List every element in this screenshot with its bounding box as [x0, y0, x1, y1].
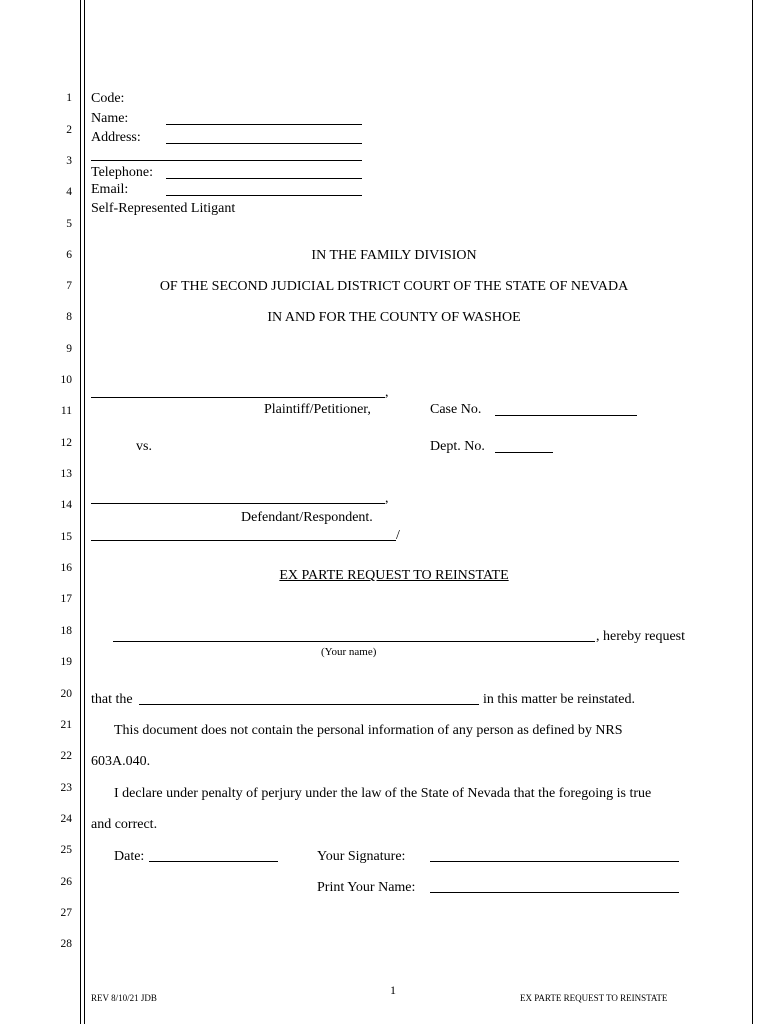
caption-slash: /	[396, 528, 400, 543]
defendant-label: Defendant/Respondent.	[241, 510, 373, 525]
line-number: 20	[60, 688, 72, 700]
print-name-label: Print Your Name:	[317, 880, 416, 895]
line-number: 21	[60, 719, 72, 731]
line-number: 6	[66, 249, 72, 261]
line-number: 4	[66, 186, 72, 198]
line-number: 17	[60, 593, 72, 605]
revision-label: REV 8/10/21 JDB	[91, 993, 157, 1003]
caption-closing-line	[91, 540, 396, 541]
declaration-line-1: I declare under penalty of perjury under the law of the State of Nevada that the foregoing is true	[114, 786, 652, 801]
line-number: 9	[66, 343, 72, 355]
plaintiff-name-field[interactable]	[91, 397, 385, 398]
item-to-reinstate-field[interactable]	[139, 704, 479, 705]
telephone-label: Telephone:	[91, 165, 153, 180]
versus-label: vs.	[136, 439, 152, 454]
name-label: Name:	[91, 111, 129, 126]
defendant-name-field[interactable]	[91, 503, 385, 504]
court-heading-line-1: IN THE FAMILY DIVISION	[311, 248, 477, 263]
pleading-rule-left-inner	[84, 0, 85, 1024]
email-field[interactable]	[166, 195, 362, 196]
reinstated-text: in this matter be reinstated.	[483, 692, 636, 707]
defendant-comma: ,	[385, 491, 389, 506]
print-name-field[interactable]	[430, 892, 679, 893]
line-number: 24	[60, 813, 72, 825]
dept-number-label: Dept. No.	[430, 439, 485, 454]
line-number: 8	[66, 311, 72, 323]
line-number: 15	[60, 531, 72, 543]
line-number: 13	[60, 468, 72, 480]
telephone-field[interactable]	[166, 178, 362, 179]
address-field[interactable]	[166, 143, 362, 144]
declaration-line-2: and correct.	[91, 817, 158, 832]
line-number: 14	[60, 499, 72, 511]
case-number-label: Case No.	[430, 402, 482, 417]
footer-form-title: EX PARTE REQUEST TO REINSTATE	[520, 993, 668, 1003]
that-the-text: that the	[91, 692, 133, 707]
line-number: 2	[66, 124, 72, 136]
date-label: Date:	[114, 849, 145, 864]
privacy-statement-line-2: 603A.040.	[91, 754, 151, 769]
name-field[interactable]	[166, 124, 362, 125]
line-number: 18	[60, 625, 72, 637]
line-number: 27	[60, 907, 72, 919]
line-number: 5	[66, 218, 72, 230]
your-name-hint: (Your name)	[321, 646, 377, 658]
code-label: Code:	[91, 91, 125, 106]
line-number: 7	[66, 280, 72, 292]
line-number: 10	[60, 374, 72, 386]
dept-number-field[interactable]	[495, 452, 553, 453]
case-number-field[interactable]	[495, 415, 637, 416]
court-heading-line-2: OF THE SECOND JUDICIAL DISTRICT COURT OF THE STATE OF NEVADA	[159, 279, 629, 294]
document-title: EX PARTE REQUEST TO REINSTATE	[279, 568, 509, 583]
line-number: 11	[60, 405, 72, 417]
privacy-statement-line-1: This document does not contain the personal information of any person as defined by NRS	[114, 723, 623, 738]
plaintiff-label: Plaintiff/Petitioner,	[264, 402, 371, 417]
signature-label: Your Signature:	[317, 849, 406, 864]
self-represented-label: Self-Represented Litigant	[91, 201, 236, 216]
court-heading-line-3: IN AND FOR THE COUNTY OF WASHOE	[267, 310, 521, 325]
hereby-request-text: , hereby request	[596, 629, 686, 644]
signature-field[interactable]	[430, 861, 679, 862]
line-number: 1	[66, 92, 72, 104]
pleading-rule-right	[752, 0, 753, 1024]
pleading-rule-left-outer	[80, 0, 81, 1024]
your-name-field[interactable]	[113, 641, 595, 642]
line-number: 19	[60, 656, 72, 668]
line-number: 25	[60, 844, 72, 856]
line-number: 12	[60, 437, 72, 449]
line-number: 16	[60, 562, 72, 574]
address-label: Address:	[91, 130, 141, 145]
line-number: 3	[66, 155, 72, 167]
email-label: Email:	[91, 182, 129, 197]
line-number: 23	[60, 782, 72, 794]
line-number: 22	[60, 750, 72, 762]
plaintiff-comma: ,	[385, 385, 389, 400]
line-number: 28	[60, 938, 72, 950]
date-field[interactable]	[149, 861, 278, 862]
page-number: 1	[390, 983, 396, 997]
address-field-line-2[interactable]	[91, 160, 362, 161]
line-number: 26	[60, 876, 72, 888]
